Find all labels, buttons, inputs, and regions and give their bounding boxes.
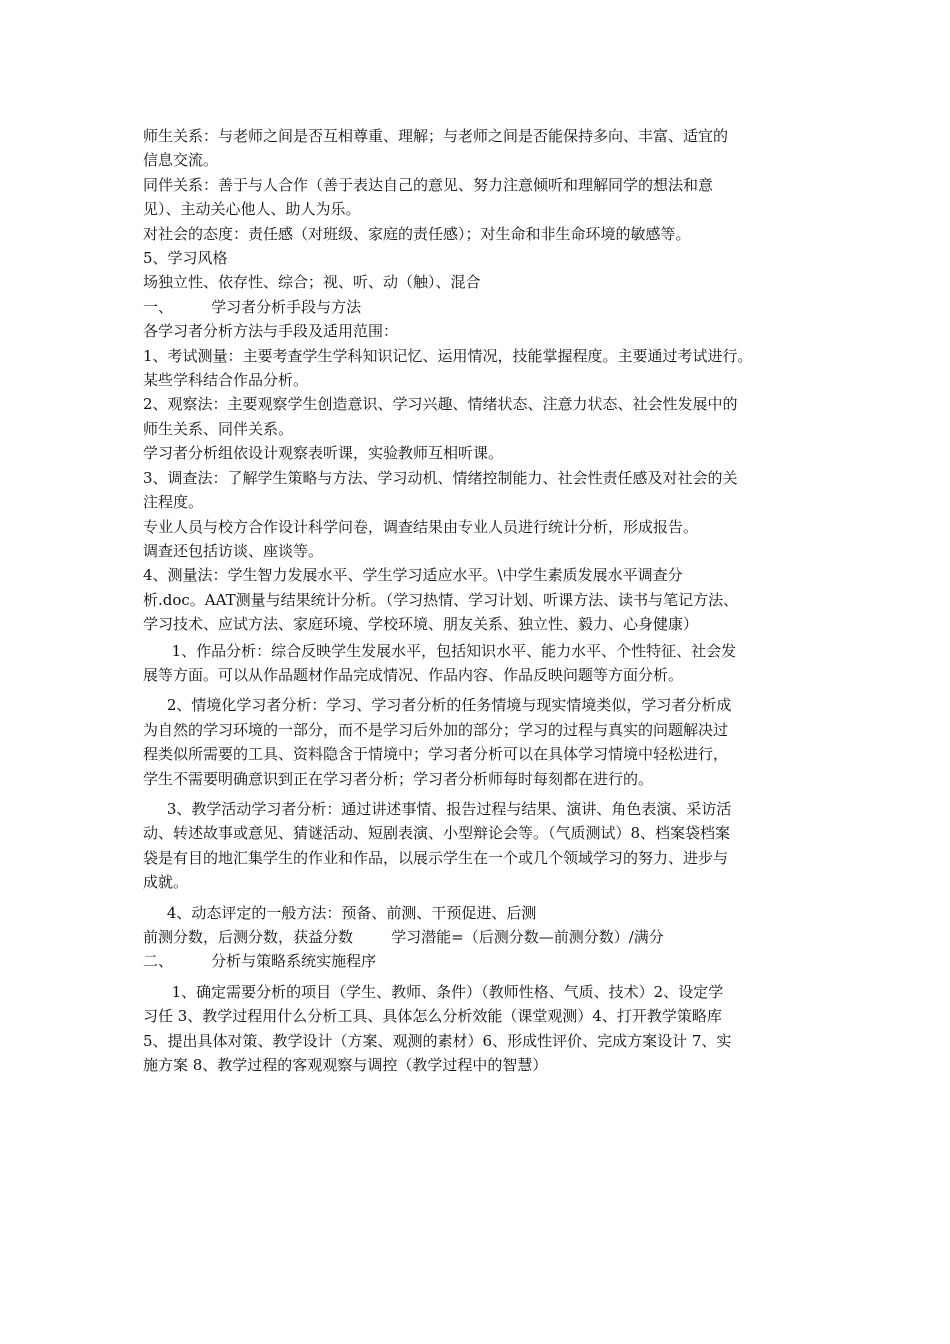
text-line: 展等方面。可以从作品题材作品完成情况、作品内容、作品反映问题等方面分析。 xyxy=(143,665,684,684)
text-line: 1、考试测量：主要考查学生学科知识记忆、运用情况，技能掌握程度。主要通过考试进行。 xyxy=(143,346,753,365)
text-line: 学习技术、应试方法、家庭环境、学校环境、朋友关系、独立性、毅力、心身健康） xyxy=(143,615,699,634)
text-line: 同伴关系：善于与人合作（善于表达自己的意见、努力注意倾听和理解同学的想法和意 xyxy=(143,175,714,194)
text-line: 2、情境化学习者分析：学习、学习者分析的任务情境与现实情境类似，学习者分析成 xyxy=(143,696,732,715)
text-line: 动、转述故事或意见、猜谜活动、短剧表演、小型辩论会等。（气质测试）8、档案袋档案 xyxy=(143,824,731,843)
text-line: 1、作品分析：综合反映学生发展水平，包括知识水平、能力水平、个性特征、社会发 xyxy=(143,641,737,660)
text-line: 2、观察法：主要观察学生创造意识、学习兴趣、情绪状态、注意力状态、社会性发展中的 xyxy=(143,395,738,414)
text-line: 注程度。 xyxy=(143,493,204,512)
text-line: 对社会的态度：责任感（对班级、家庭的责任感）；对生命和非生命环境的敏感等。 xyxy=(143,224,691,243)
text-line: 成就。 xyxy=(143,873,189,892)
text-line: 3、调查法：了解学生策略与方法、学习动机、情绪控制能力、社会性责任感及对社会的关 xyxy=(143,468,738,487)
text-line: 4、测量法：学生智力发展水平、学生学习适应水平。\中学生素质发展水平调查分 xyxy=(143,566,683,585)
text-line: 程类似所需要的工具、资料隐含于情境中；学习者分析可以在具体学习情境中轻松进行， xyxy=(143,745,729,764)
text-line: 专业人员与校方合作设计科学问卷，调查结果由专业人员进行统计分析，形成报告。 xyxy=(143,517,699,536)
text-line: 为自然的学习环境的一部分，而不是学习后外加的部分；学习的过程与真实的问题解决过 xyxy=(143,720,729,739)
text-line: 学习者分析组依设计观察表听课，实验教师互相听课。 xyxy=(143,444,504,463)
document-body xyxy=(143,124,813,1077)
section-heading: 二、 分析与策略系统实施程序 xyxy=(143,952,377,971)
text-line: 5、提出具体对策、教学设计（方案、观测的素材）6、形成性评价、完成方案设计 7、实 xyxy=(143,1031,732,1050)
text-line: 前测分数，后测分数，获益分数 学习潜能=（后测分数—前测分数）/满分 xyxy=(143,928,664,946)
text-line: 4、动态评定的一般方法：预备、前测、干预促进、后测 xyxy=(143,903,537,922)
text-line: 1、确定需要分析的项目（学生、教师、条件）（教师性格、气质、技术）2、设定学 xyxy=(143,982,724,1001)
text-line: 袋是有目的地汇集学生的作业和作品，以展示学生在一个或几个领域学习的努力、进步与 xyxy=(143,848,729,867)
text-line: 师生关系：与老师之间是否互相尊重、理解；与老师之间是否能保持多向、丰富、适宜的 xyxy=(143,127,729,145)
text-line: 施方案 8、教学过程的客观观察与调控（教学过程中的智慧） xyxy=(143,1056,548,1075)
section-heading: 5、学习风格 xyxy=(143,249,228,268)
section-heading: 一、 学习者分析手段与方法 xyxy=(143,297,362,316)
text-line: 习任 3、教学过程用什么分析工具、具体怎么分析效能（课堂观测）4、打开教学策略库 xyxy=(143,1007,722,1026)
text-line: 各学习者分析方法与手段及适用范围： xyxy=(143,322,399,341)
text-line: 调查还包括访谈、座谈等。 xyxy=(143,541,324,560)
text-line: 某些学科结合作品分析。 xyxy=(143,371,309,390)
text-line: 信息交流。 xyxy=(143,151,219,170)
text-line: 师生关系、同伴关系。 xyxy=(143,419,294,438)
text-line: 见）、主动关心他人、助人为乐。 xyxy=(143,200,361,219)
text-line: 场独立性、依存性、综合；视、听、动（触）、混合 xyxy=(143,273,481,292)
text-line: 析.doc。AAT测量与结果统计分析。（学习热情、学习计划、听课方法、读书与笔记方法、 xyxy=(143,590,739,609)
text-line: 学生不需要明确意识到正在学习者分析；学习者分析师每时每刻都在进行的。 xyxy=(143,769,654,788)
text-line: 3、教学活动学习者分析：通过讲述事情、报告过程与结果、演讲、角色表演、采访活 xyxy=(143,799,732,818)
